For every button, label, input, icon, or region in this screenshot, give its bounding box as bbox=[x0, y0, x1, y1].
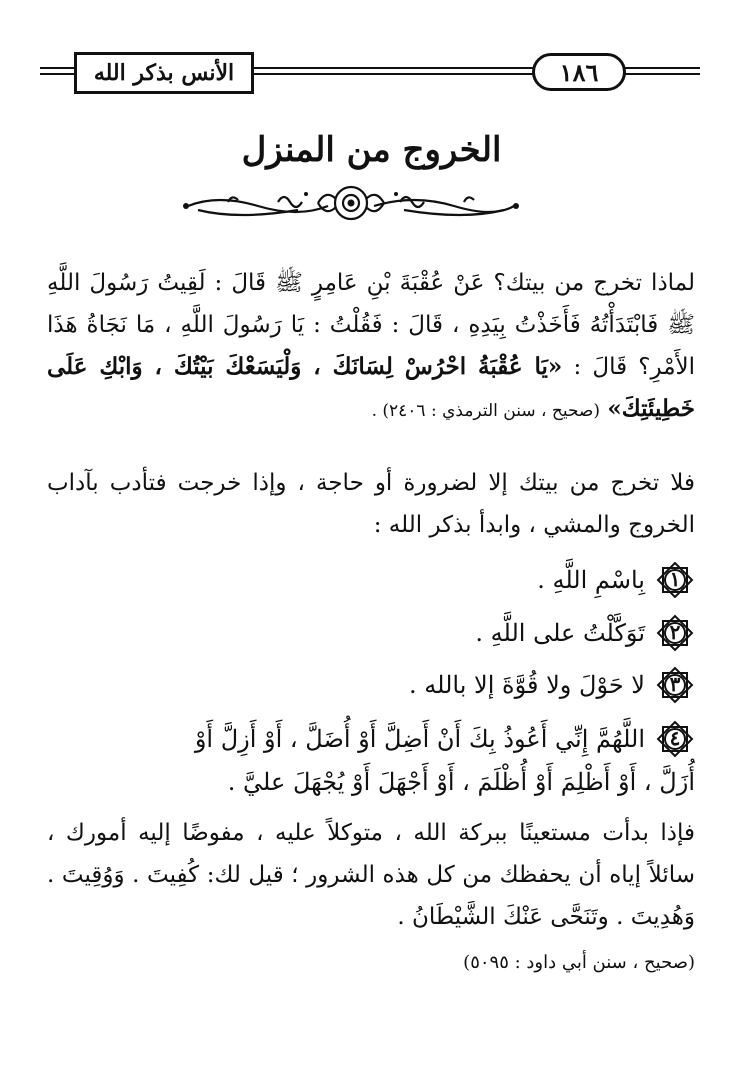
dhikr-text: اللَّهُمَّ إِنِّي أَعُوذُ بِكَ أَنْ أَضِلَّ أَوْ أُضَلَّ ، أَوْ أَزِلَّ أَوْ bbox=[194, 725, 645, 753]
paragraph-hadith-intro: لماذا تخرج من بيتك؟ عَنْ عُقْبَةَ بْنِ عَامِرٍ ﷺ قَالَ : لَقِيتُ رَسُولَ اللَّهِ ﷺ فَابْتَدَأْتُهُ فَأَخَذْتُ بِيَدِهِ ، قَالَ : فَقُلْتُ : يَا رَسُولَ اللَّهِ ، مَا نَجَاةُ هَذَا الأَمْرِ؟ قَالَ : bbox=[47, 270, 696, 380]
dhikr-number: ٢ bbox=[669, 620, 681, 644]
dhikr-item bbox=[195, 717, 695, 761]
dhikr-text: تَوَكَّلْتُ على اللَّهِ . bbox=[475, 619, 645, 647]
paragraph-conclusion bbox=[47, 812, 695, 938]
header-rule-middle bbox=[252, 66, 534, 76]
running-book-title: الأنس بذكر الله bbox=[74, 52, 254, 94]
chapter-title: الخروج من المنزل bbox=[241, 130, 502, 170]
number-star-icon bbox=[655, 719, 695, 759]
dhikr-text-continuation: أُزَلَّ ، أَوْ أَظْلِمَ أَوْ أُظْلَمَ ، أَوْ أَجْهَلَ أَوْ يُجْهَلَ عليَّ . bbox=[227, 768, 695, 796]
footnote-reference: (صحيح ، سنن أبي داود : ٥٠٩٥) bbox=[463, 952, 695, 973]
dhikr-item bbox=[475, 611, 695, 655]
dhikr-item bbox=[409, 663, 695, 707]
dhikr-number: ٤ bbox=[669, 726, 681, 750]
number-star-icon bbox=[655, 560, 695, 600]
number-star-icon bbox=[655, 665, 695, 705]
dhikr-number: ١ bbox=[669, 567, 681, 591]
dhikr-text: لا حَوْلَ ولا قُوَّةَ إلا بالله . bbox=[409, 671, 645, 699]
hadith-quote: «يَا عُقْبَةُ احْرُسْ لِسَانَكَ ، وَلْيَسَعْكَ بَيْتُكَ ، وَابْكِ عَلَى خَطِيئَتِكَ» bbox=[47, 353, 695, 422]
dhikr-item bbox=[537, 558, 695, 602]
hadith-reference: (صحيح ، سنن الترمذي : ٢٤٠٦) . bbox=[371, 401, 601, 421]
header-rule-right bbox=[624, 66, 700, 76]
page-number: ١٨٦ bbox=[532, 53, 626, 91]
header-rule-left bbox=[40, 66, 76, 76]
paragraph-hadith bbox=[47, 262, 695, 432]
paragraph-conclusion-text: فإذا بدأت مستعينًا ببركة الله ، متوكلاً عليه ، مفوضًا إليه أمورك ، سائلاً إياه أن يحفظك من كل هذه الشرور ؛ قيل لك: كُفِيتَ . وَوُقِيتَ . وَهُدِيتَ . وتَنَحَّى عَنْكَ الشَّيْطَانُ . bbox=[47, 820, 695, 930]
title-ornament bbox=[178, 180, 524, 226]
paragraph-instruction bbox=[47, 462, 695, 546]
dhikr-number: ٣ bbox=[669, 672, 681, 696]
dhikr-text: بِاسْمِ اللَّهِ . bbox=[537, 566, 645, 594]
number-star-icon bbox=[655, 613, 695, 653]
paragraph-instruction-text: فلا تخرج من بيتك إلا لضرورة أو حاجة ، وإذا خرجت فتأدب بآداب الخروج والمشي ، وابدأ بذكر الله : bbox=[47, 470, 695, 538]
